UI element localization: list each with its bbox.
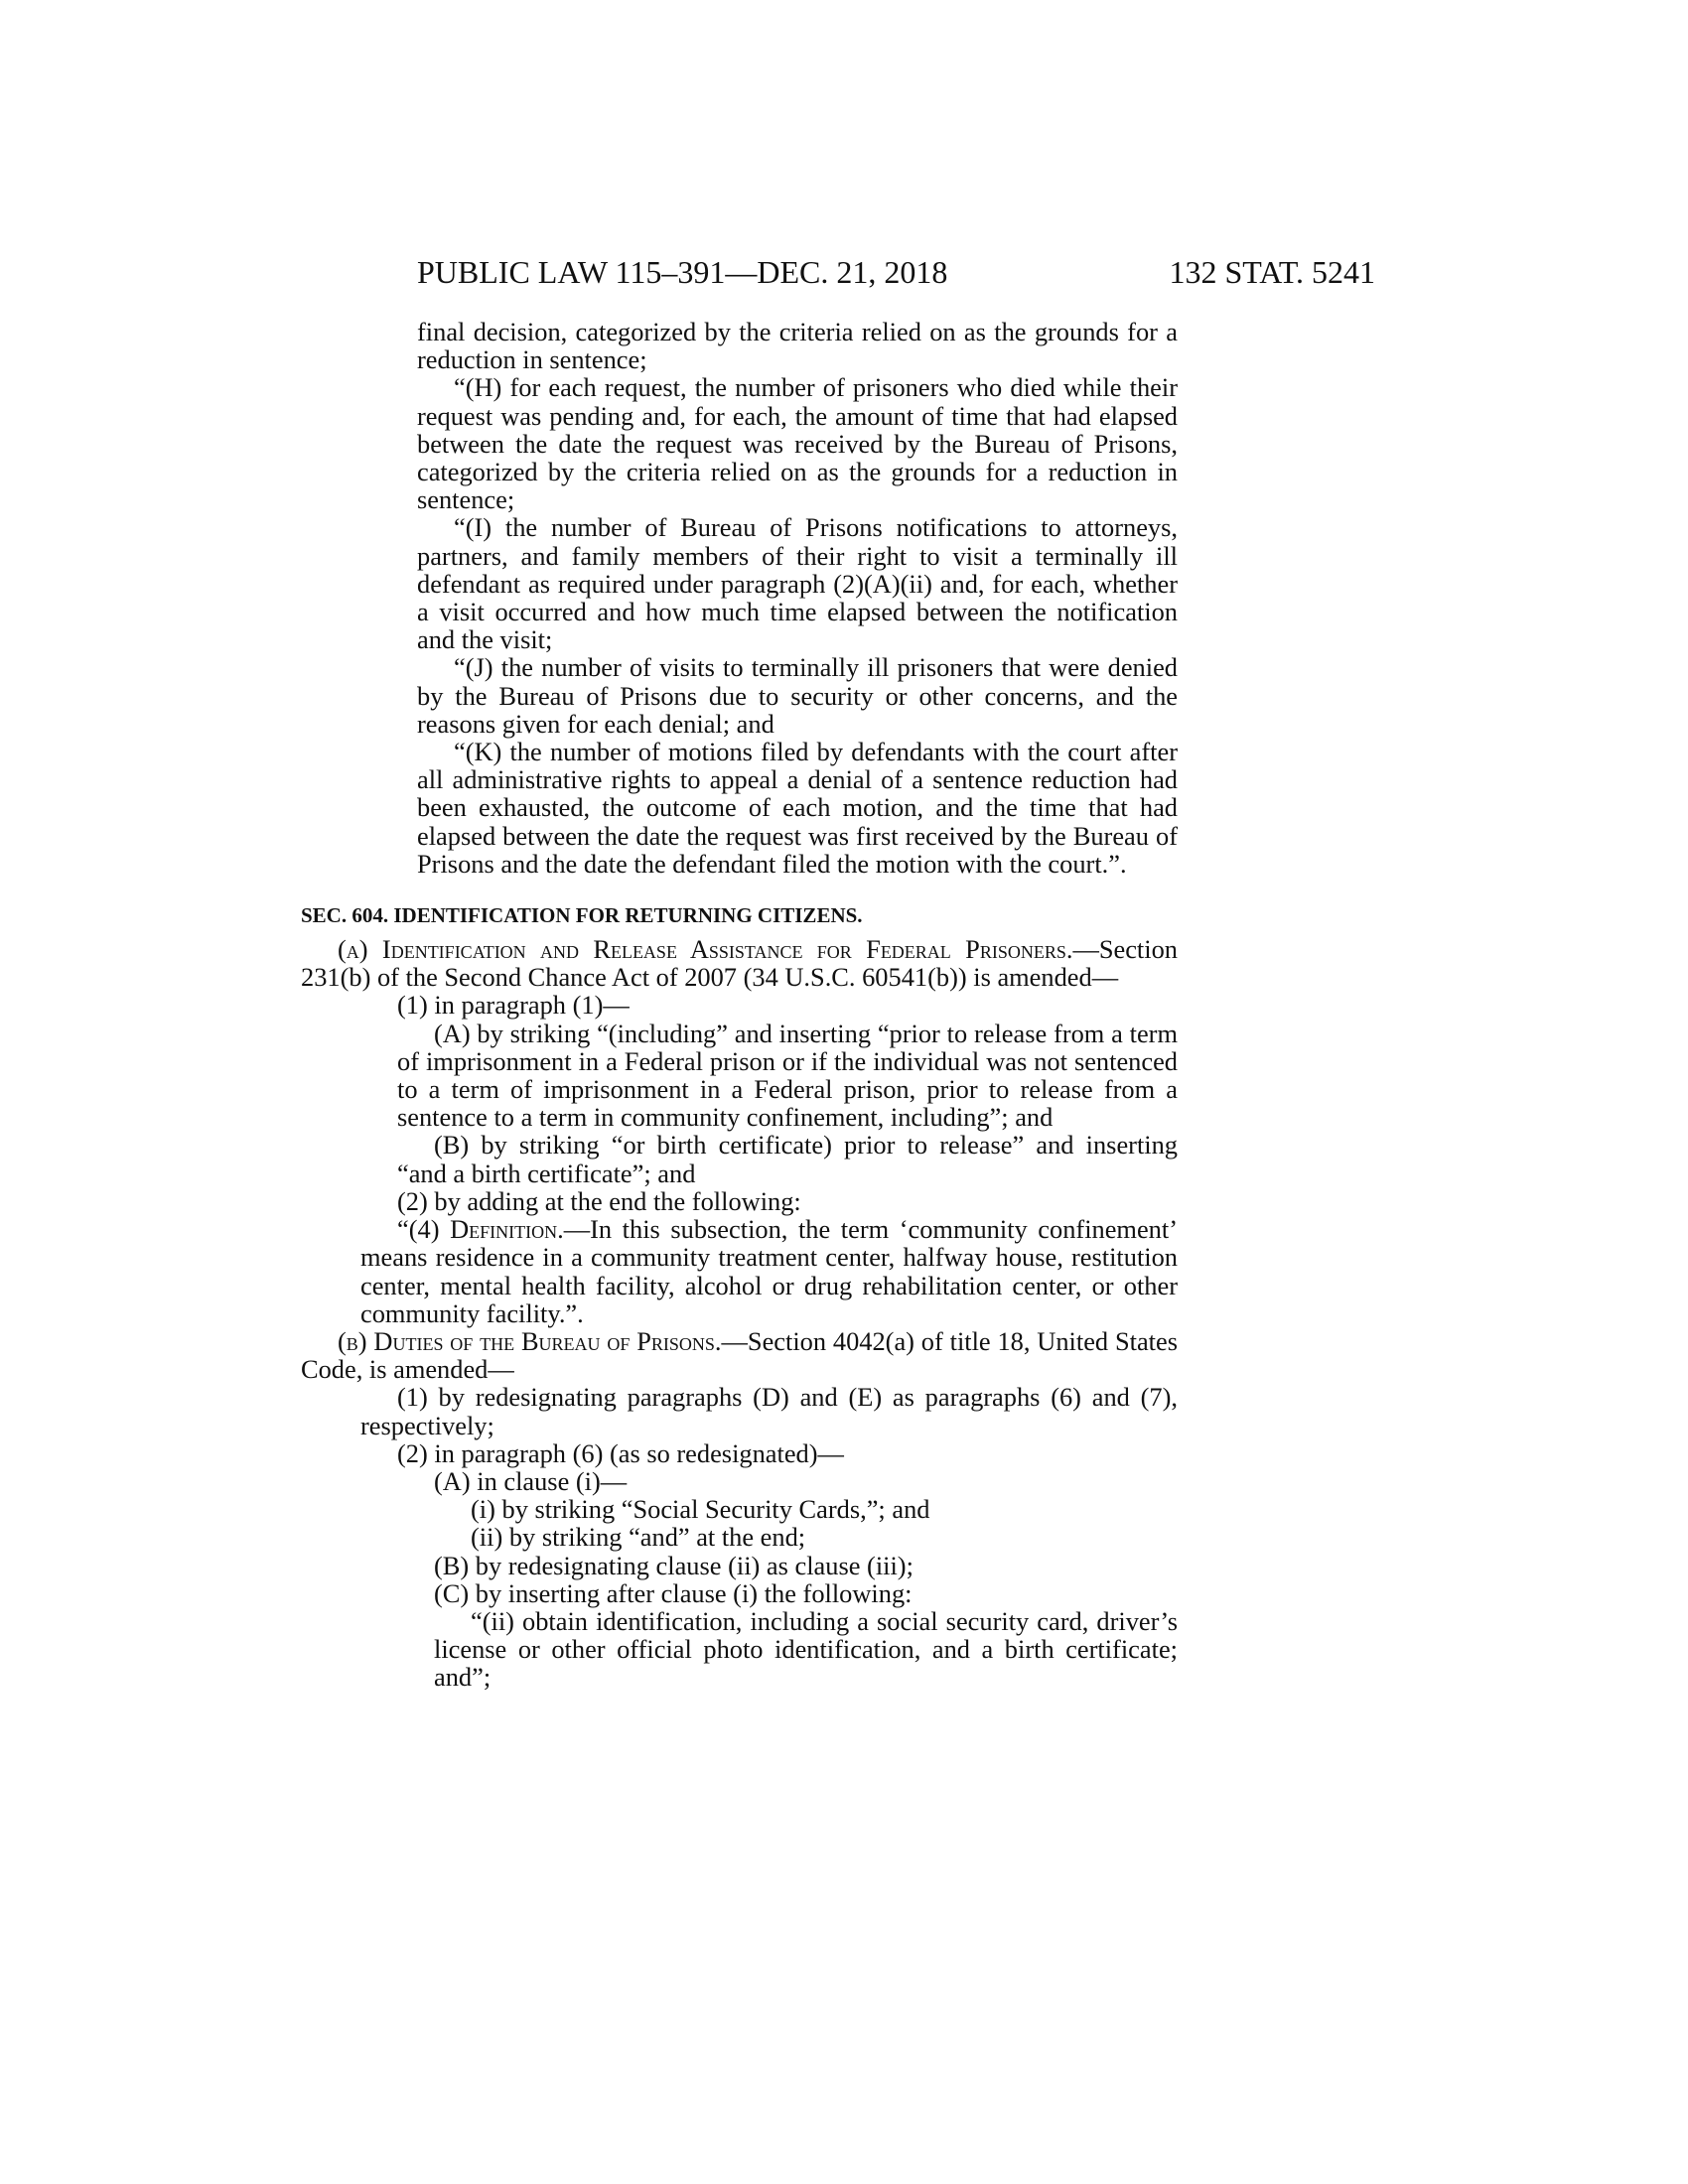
paragraph-j: “(J) the number of visits to terminally ill prisoners that were denied by the Bureau of Prisons due to security or other concerns, and the reasons given for each denial; and bbox=[417, 652, 1178, 739]
item-a2: (2) by adding at the end the following: bbox=[397, 1185, 801, 1216]
item-a1A: (A) by striking “(including” and inserting “prior to release from a term of imprisonment in a Federal prison or if the individual was not sentenced to a term of imprisonment in a Federal prison, prior to release from a sentence to a term in community confinement, including”; and bbox=[397, 1018, 1178, 1133]
item-b2Aii: (ii) by striking “and” at the end; bbox=[471, 1522, 806, 1553]
item-b1: (1) by redesignating paragraphs (D) and (E) as paragraphs (6) and (7), respectively; bbox=[360, 1382, 1178, 1440]
paragraph-k: “(K) the number of motions filed by defendants with the court after all administrative rights to appeal a denial of a sentence reduction had been exhausted, the outcome of each motion, and the time that had elapsed between the date the request was first received by the Bureau of Prisons and the date the defendant filed the motion with the court.”. bbox=[417, 737, 1178, 879]
item-a4-prefix: “(4) bbox=[397, 1214, 451, 1245]
item-b2C: (C) by inserting after clause (i) the following: bbox=[434, 1577, 913, 1608]
item-a1B: (B) by striking “or birth certificate) prior to release” and inserting “and a birth certificate”; and bbox=[397, 1130, 1178, 1188]
item-b2A: (A) in clause (i)— bbox=[434, 1465, 628, 1496]
paragraph-i: “(I) the number of Bureau of Prisons notifications to attorneys, partners, and family members of their right to visit a terminally ill defendant as required under paragraph (2)(A)(ii) and, for each, whether a visit occurred and how much time elapsed between the notification and the visit; bbox=[417, 512, 1178, 655]
item-a1: (1) in paragraph (1)— bbox=[397, 990, 630, 1021]
subsection-b bbox=[301, 1327, 1178, 1383]
subsection-a bbox=[301, 935, 1178, 991]
item-a4-definition bbox=[360, 1215, 1178, 1327]
subsection-b-text: —Section 4042(a) of title 18, United States Code, is amended— bbox=[301, 1325, 1178, 1385]
subsection-b-caption: (b) Duties of the Bureau of Prisons. bbox=[338, 1325, 722, 1356]
item-b2B: (B) by redesignating clause (ii) as clause (iii); bbox=[434, 1550, 914, 1580]
header-public-law: PUBLIC LAW 115–391—DEC. 21, 2018 bbox=[417, 254, 948, 290]
paragraph-h: “(H) for each request, the number of prisoners who died while their request was pending and, for each, the amount of time that had elapsed between the date the request was received by the Bureau of Prisons, categorized by the criteria relied on as the grounds for a reduction in sentence; bbox=[417, 372, 1178, 515]
paragraph-g-continued: final decision, categorized by the criteria relied on as the grounds for a reduction in sentence; bbox=[417, 317, 1178, 375]
section-heading: SEC. 604. IDENTIFICATION FOR RETURNING CITIZENS. bbox=[301, 903, 863, 928]
item-b2: (2) in paragraph (6) (as so redesignated)— bbox=[397, 1437, 844, 1468]
item-a4-text: —In this subsection, the term ‘community confinement’ means residence in a community treatment center, halfway house, restitution center, mental health facility, alcohol or drug rehabilitation center, or other community facility.”. bbox=[360, 1214, 1178, 1328]
page-body bbox=[301, 318, 1178, 1692]
subsection-a-caption: (a) Identification and Release Assistance for Federal Prisoners. bbox=[338, 934, 1073, 965]
header-stat-page: 132 STAT. 5241 bbox=[1169, 254, 1375, 290]
item-a4-caption: Definition. bbox=[450, 1214, 564, 1245]
item-b2Ai: (i) by striking “Social Security Cards,”; and bbox=[471, 1494, 930, 1525]
item-b2C-clause-ii: “(ii) obtain identification, including a social security card, driver’s license or other official photo identification, and a birth certificate; and”; bbox=[434, 1605, 1178, 1693]
subsection-a-text: —Section 231(b) of the Second Chance Act of 2007 (34 U.S.C. 60541(b)) is amended— bbox=[301, 934, 1178, 993]
